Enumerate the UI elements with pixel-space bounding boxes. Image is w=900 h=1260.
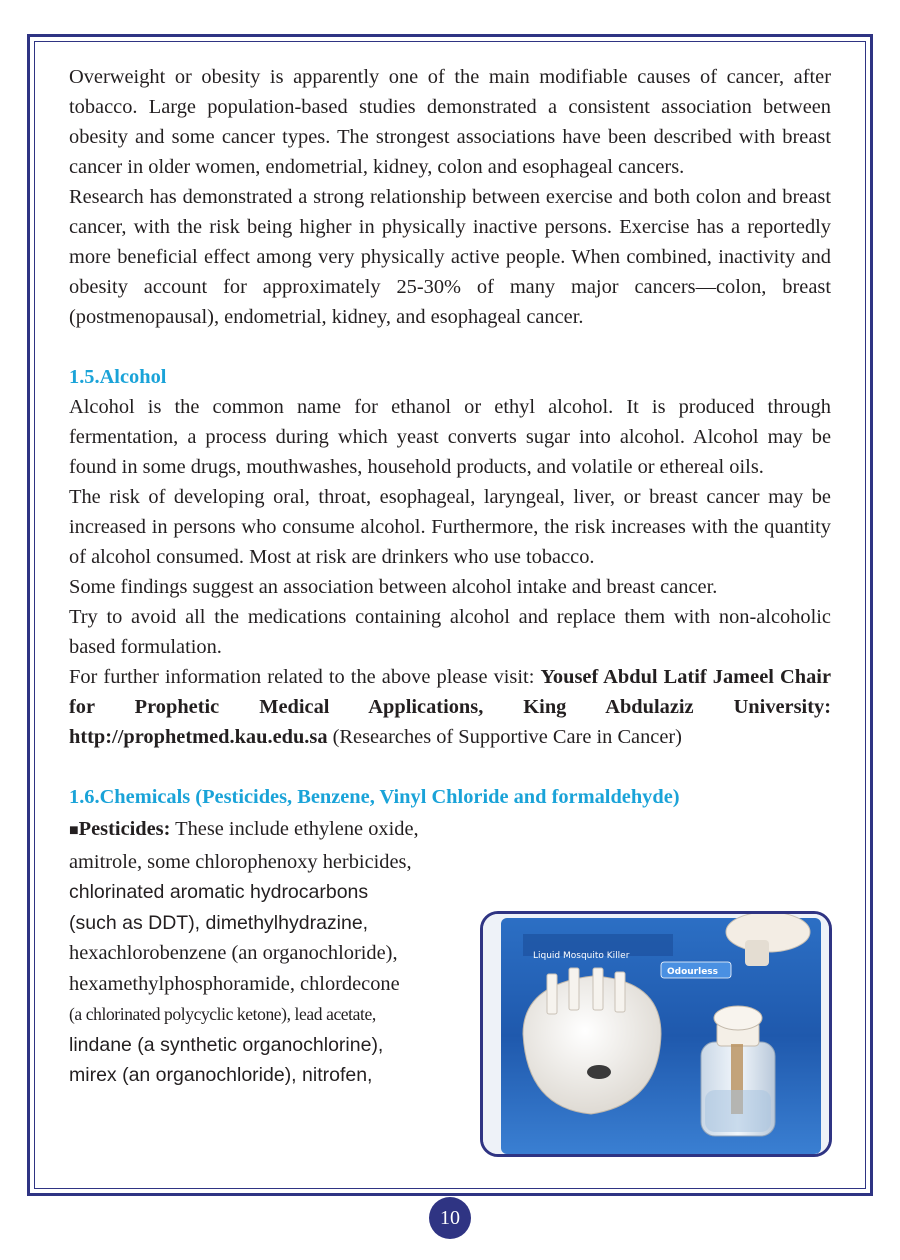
- pesticides-line-9: mirex (an organochloride), nitrofen,: [69, 1064, 373, 1086]
- further-info-prefix: For further information related to the above please visit:: [69, 666, 541, 688]
- alcohol-paragraph-1: Alcohol is the common name for ethanol or ethyl alcohol. It is produced through fermentation, a process during which yeast converts sugar into alcohol. Alcohol may be found in some drugs, mouthwashes, household products, and volatile or ethereal oils.: [69, 396, 831, 478]
- page-number: 10: [429, 1197, 471, 1239]
- pesticides-line-6: hexamethylphosphoramide, chlordecone: [69, 972, 400, 995]
- further-info-suffix: (Researches of Supportive Care in Cancer): [327, 726, 682, 748]
- intro-paragraph-1: Overweight or obesity is apparently one of the main modifiable causes of cancer, after tobacco. Large population-based studies demonstrated a consistent association between obesity and some cancer types. The strongest associations have been described with breast cancer in older women, endometrial, kidney, colon and esophageal cancers.: [69, 66, 831, 178]
- pesticides-line-4: (such as DDT), dimethylhydrazine,: [69, 911, 369, 934]
- mosquito-killer-photo: [480, 911, 832, 1157]
- alcohol-heading: 1.5.Alcohol: [69, 366, 167, 388]
- pesticides-line-2: amitrole, some chlorophenoxy herbicides,: [69, 850, 412, 873]
- pesticides-line-8: lindane (a synthetic organochlorine),: [69, 1033, 384, 1056]
- pesticides-line-7: (a chlorinated polycyclic ketone), lead acetate,: [69, 1004, 376, 1024]
- intro-paragraph-2: Research has demonstrated a strong relationship between exercise and both colon and breast cancer, with the risk being higher in physically inactive persons. Exercise has a reportedly more beneficial effect among very physically active people. When combined, inactivity and obesity account for approximately 25-30% of many major cancers—colon, breast (postmenopausal), endometrial, kidney, and esophageal cancer.: [69, 186, 831, 328]
- pesticides-line-3: chlorinated aromatic hydrocarbons: [69, 881, 369, 903]
- pesticides-label: Pesticides:: [78, 818, 171, 840]
- alcohol-paragraph-4: Try to avoid all the medications containing alcohol and replace them with non-alcoholic based formulation.: [69, 606, 831, 658]
- mosquito-killer-illustration: [483, 914, 829, 1154]
- pesticides-line-1: ■Pesticides: These include ethylene oxide,: [69, 818, 419, 840]
- spacer: [69, 752, 831, 782]
- further-info-paragraph: [69, 662, 831, 752]
- alcohol-paragraph-3: Some findings suggest an association between alcohol intake and breast cancer.: [69, 576, 718, 598]
- spacer: [69, 332, 831, 362]
- package-text: Liquid Mosquito Killer: [533, 951, 630, 961]
- chemicals-heading: 1.6.Chemicals (Pesticides, Benzene, Vinyl Chloride and formaldehyde): [69, 786, 680, 808]
- alcohol-paragraph-2: The risk of developing oral, throat, esophageal, laryngeal, liver, or breast cancer may be increased in persons who consume alcohol. Furthermore, the risk increases with the quantity of alcohol consumed. Most at risk are drinkers who use tobacco.: [69, 486, 831, 568]
- pesticides-line-5: hexachlorobenzene (an organochloride),: [69, 942, 398, 964]
- further-info-link[interactable]: Yousef Abdul Latif Jameel Chair for Prophetic Medical Applications, King Abdulaziz University: http://prophetmed.kau.edu.sa: [69, 666, 831, 748]
- package-label: Odourless: [667, 967, 719, 977]
- bullet-icon: ■: [69, 822, 79, 839]
- pesticides-column: [69, 814, 469, 1091]
